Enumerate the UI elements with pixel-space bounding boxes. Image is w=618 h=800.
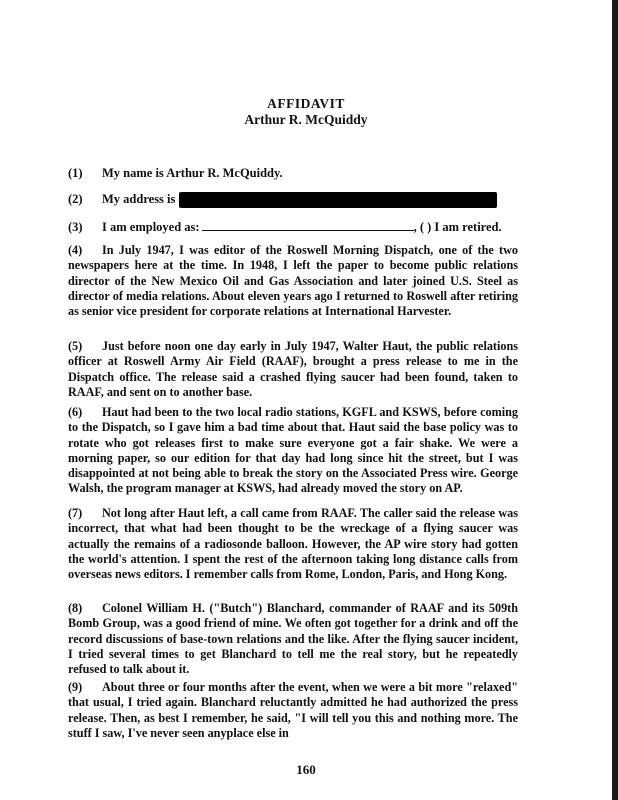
item-2 — [68, 192, 497, 208]
item-1 — [68, 166, 283, 181]
paragraph-number: (4) — [68, 243, 83, 257]
paragraph-text: Haut had been to the two local radio stations, KGFL and KSWS, before coming to the Dispatch, so I gave him a bad time about that. Haut said the base policy was to rotate who got releases first to make sure everyone got a fair shake. We were a morning paper, so our edition for that day had long since hit the street, but I was disappointed at not being able to break the story on the Associated Press wire. George Walsh, the program manager at KSWS, had already moved the story on AP. — [68, 405, 518, 496]
paragraph-number: (8) — [68, 601, 83, 615]
paragraph-text: Not long after Haut left, a call came from RAAF. The caller said the release was incorrect, that what had been thought to be the wreckage of a flying saucer was actually the remains of a radiosonde balloon. However, the AP wire story had gotten the world's attention. I spent the rest of the afternoon taking long distance calls from overseas news editors. I remember calls from Rome, London, Paris, and Hong Kong. — [68, 506, 518, 582]
employer-blank-line — [202, 219, 414, 231]
item-text: My address is — [102, 192, 176, 206]
item-3 — [68, 219, 502, 235]
affiant-name: Arthur R. McQuiddy — [244, 112, 368, 127]
paragraph-8 — [68, 601, 518, 677]
paragraph-text: In July 1947, I was editor of the Roswell Morning Dispatch, one of the two newspapers here at the time. In 1948, I left the paper to become public relations director of the New Mexico Oil and Gas Association and later joined U.S. Steel as director of media relations. About eleven years ago I returned to Roswell after retiring as senior vice president for corporate relations at International Harvester. — [68, 243, 518, 319]
item-number: (2) — [68, 192, 83, 206]
scan-edge-border — [612, 0, 618, 800]
paragraph-7 — [68, 506, 518, 582]
paragraph-text: Just before noon one day early in July 1947, Walter Haut, the public relations officer at Roswell Army Air Field (RAAF), brought a press release to me in the Dispatch office. The release said a crashed flying saucer had been found, taken to RAAF, and sent on to another base. — [68, 339, 518, 399]
item-text: I am employed as: — [102, 220, 200, 234]
paragraph-text: About three or four months after the event, when we were a bit more "relaxed" that usual, I tried again. Blanchard reluctantly admitted he had authorized the press release. Then, as best I remember, he said, "I will tell you this and nothing more. The stuff I saw, I've never seen anyplace else in — [68, 680, 518, 740]
page-number: 160 — [296, 762, 316, 777]
paragraph-5 — [68, 339, 518, 400]
paragraph-text: Colonel William H. ("Butch") Blanchard, commander of RAAF and its 509th Bomb Group, was a good friend of mine. We often got together for a drink and off the record discussions of base-town relations and the like. After the flying saucer incident, I tried several times to get Blanchard to tell me the real story, but he repeatedly refused to talk about it. — [68, 601, 518, 677]
item-number: (3) — [68, 220, 83, 234]
paragraph-number: (7) — [68, 506, 83, 520]
document-title: AFFIDAVIT — [267, 96, 345, 111]
paragraph-number: (9) — [68, 680, 83, 694]
item-number: (1) — [68, 166, 83, 180]
paragraph-number: (6) — [68, 405, 83, 419]
paragraph-4 — [68, 243, 518, 319]
address-redaction — [179, 192, 497, 208]
item-text: My name is Arthur R. McQuiddy. — [102, 166, 283, 180]
paragraph-9 — [68, 680, 518, 741]
retired-option: , ( ) I am retired. — [413, 220, 502, 234]
paragraph-number: (5) — [68, 339, 83, 353]
paragraph-6 — [68, 405, 518, 497]
